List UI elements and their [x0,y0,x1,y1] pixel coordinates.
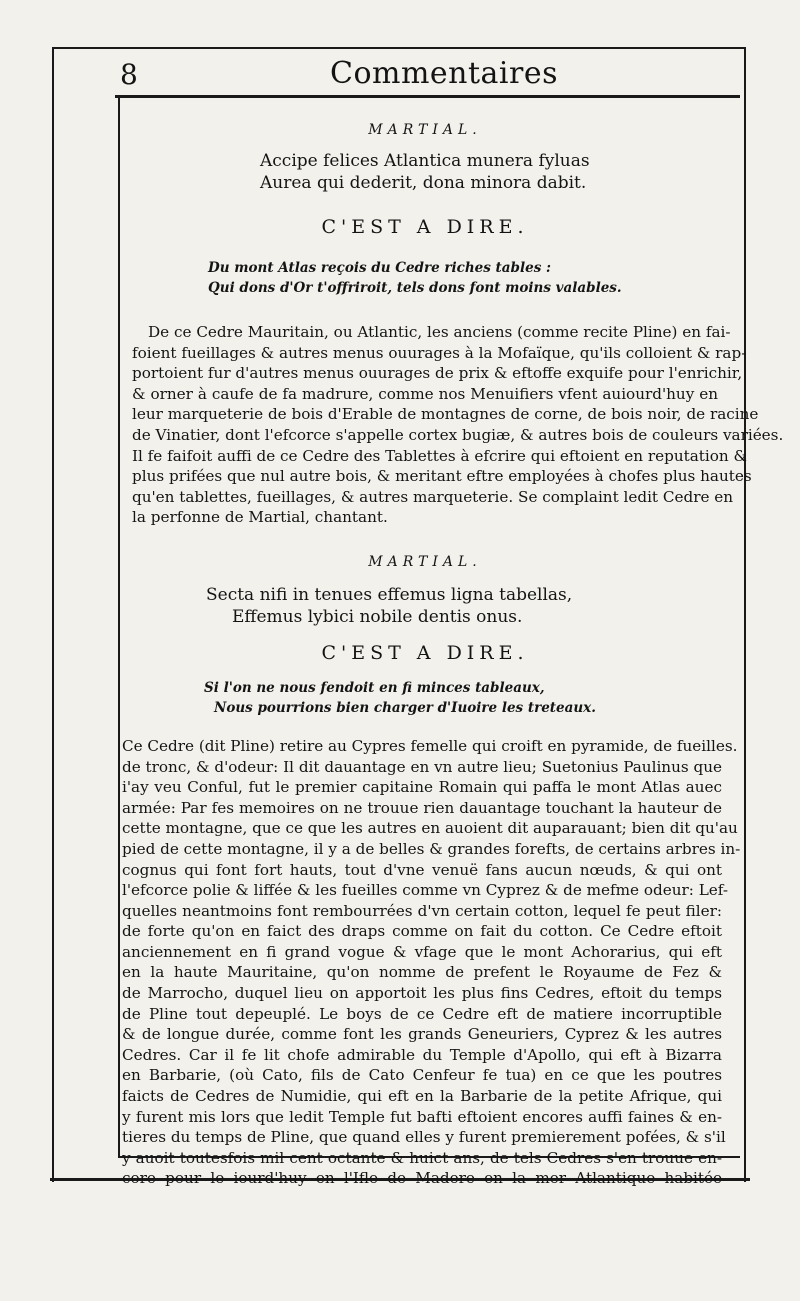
french-translation-1 [132,258,718,298]
paragraph-line: tieres du temps de Pline, que quand elles y furent premierement pofées, & s'il [122,1128,726,1147]
commentary-paragraph-2 [122,736,741,1189]
paragraph-line: Ce Cedre (dit Pline) retire au Cypres femelle qui croift en pyramide, de fueilles. [122,736,738,755]
paragraph-line: en Barbarie, (où Cato, fils de Cato Cenfeur fe tua) en ce que les poutres [122,1066,722,1085]
paragraph-line: l'efcorce polie & liffée & les fueilles comme vn Cyprez & de mefme odeur: Lef- [122,881,729,900]
paragraph-line: portoient fur d'autres menus ouurages de prix & eftoffe exquife pour l'enrichir, [132,364,743,383]
paragraph-line: Cedres. Car il fe lit chofe admirable du Temple d'Apollo, qui eft à Bizarra [122,1045,722,1064]
header-rule [115,95,740,98]
cest-a-dire-heading-1: C'EST A DIRE. [321,216,529,238]
paragraph-line: plus prifées que nul autre bois, & meritant eftre employées à chofes plus hautes [132,467,752,486]
paragraph-line: i'ay veu Conful, fut le premier capitaine Romain qui paffa le mont Atlas auec [122,778,722,797]
paragraph-line: la perfonne de Martial, chantant. [132,508,388,527]
paragraph-line: y furent mis lors que ledit Temple fut bafti eftoient encores auffi faines & en- [122,1107,722,1126]
latin-verse-1 [132,150,718,194]
translation-line: Du mont Atlas reçois du Cedre riches tables : [208,260,551,276]
translation-line: Nous pourrions bien charger d'Iuoire les treteaux. [214,699,596,716]
paragraph-line: & orner à caufe de fa madrure, comme nos Menuifiers vfent auiourd'huy en [132,384,718,403]
paragraph-line: y auoit toutesfois mil cent octante & huict ans, de tels Cedres s'en trouue en- [122,1148,722,1167]
martial-heading-2: MARTIAL. [368,553,482,570]
paragraph-line: & de longue durée, comme font les grands Geneuriers, Cyprez & les autres [122,1025,722,1044]
paragraph-line: de forte qu'on en faict des draps comme on fait du cotton. Ce Cedre eftoit [122,922,722,941]
paragraph-line: armée: Par fes memoires on ne trouue rien dauantage touchant la hauteur de [122,798,722,817]
paragraph-line: De ce Cedre Mauritain, ou Atlantic, les anciens (comme recite Pline) en fai- [148,323,731,341]
paragraph-line: Il fe faifoit auffi de ce Cedre des Tablettes à efcrire qui eftoient en reputation & [132,446,748,465]
paragraph-line: pied de cette montagne, il y a de belles & grandes forefts, de certains arbres in- [122,839,741,858]
paragraph-line: quelles neantmoins font rembourrées d'vn certain cotton, lequel fe peut filer: [122,901,722,920]
martial-heading-1: MARTIAL. [368,122,482,138]
verse-line: Accipe felices Atlantica munera fyluas [260,151,590,171]
paragraph-line: cognus qui font fort hauts, tout d'vne venuë fans aucun nœuds, & qui ont [122,860,722,879]
paragraph-line: de Vinatier, dont l'efcorce s'appelle cortex bugiæ, & autres bois de couleurs variées. [132,425,784,444]
paragraph-line: cette montagne, que ce que les autres en auoient dit auparauant; bien dit qu'au [122,819,738,838]
french-translation-2 [132,678,718,718]
paragraph-line: de Marrocho, duquel lieu on apportoit les plus fins Cedres, eftoit du temps [122,984,722,1003]
paragraph-line: faicts de Cedres de Numidie, qui eft en la Barbarie de la petite Afrique, qui [122,1087,722,1106]
paragraph-line: core pour le iourd'huy en l'Ifle de Madere en la mer Atlantique habitée [122,1169,722,1188]
paragraph-line: en la haute Mauritaine, qu'on nomme de prefent le Royaume de Fez & [122,963,722,982]
commentary-paragraph-1 [132,322,784,528]
page-body [122,110,784,1189]
verse-line: Aurea qui dederit, dona minora dabit. [260,173,587,193]
paragraph-line: de Pline tout depeuplé. Le boys de ce Cedre eft de matiere incorruptible [122,1004,722,1023]
cest-a-dire-heading-2: C'EST A DIRE. [321,641,529,664]
text-block-left-rule [118,95,120,1158]
verse-line: Secta nifi in tenues effemus ligna tabellas, [206,584,573,605]
paragraph-line: anciennement en fi grand vogue & vfage que le mont Achorarius, qui eft [122,942,722,961]
latin-verse-2 [132,584,718,628]
paragraph-line: foient fueillages & autres menus ouurages à la Mofaïque, qu'ils colloient & rap- [132,343,747,362]
page-number: 8 [120,58,138,91]
translation-line: Si l'on ne nous fendoit en fi minces tableaux, [204,679,545,696]
verse-line: Effemus lybici nobile dentis onus. [232,606,523,627]
running-title: Commentaires [330,56,559,91]
paragraph-line: qu'en tablettes, fueillages, & autres marqueterie. Se complaint ledit Cedre en [132,487,734,506]
paragraph-line: leur marqueterie de bois d'Erable de montagnes de corne, de bois noir, de racine [132,405,759,424]
translation-line: Qui dons d'Or t'offriroit, tels dons font moins valables. [208,280,622,296]
paragraph-line: de tronc, & d'odeur: Il dit dauantage en vn autre lieu; Suetonius Paulinus que [122,757,722,776]
